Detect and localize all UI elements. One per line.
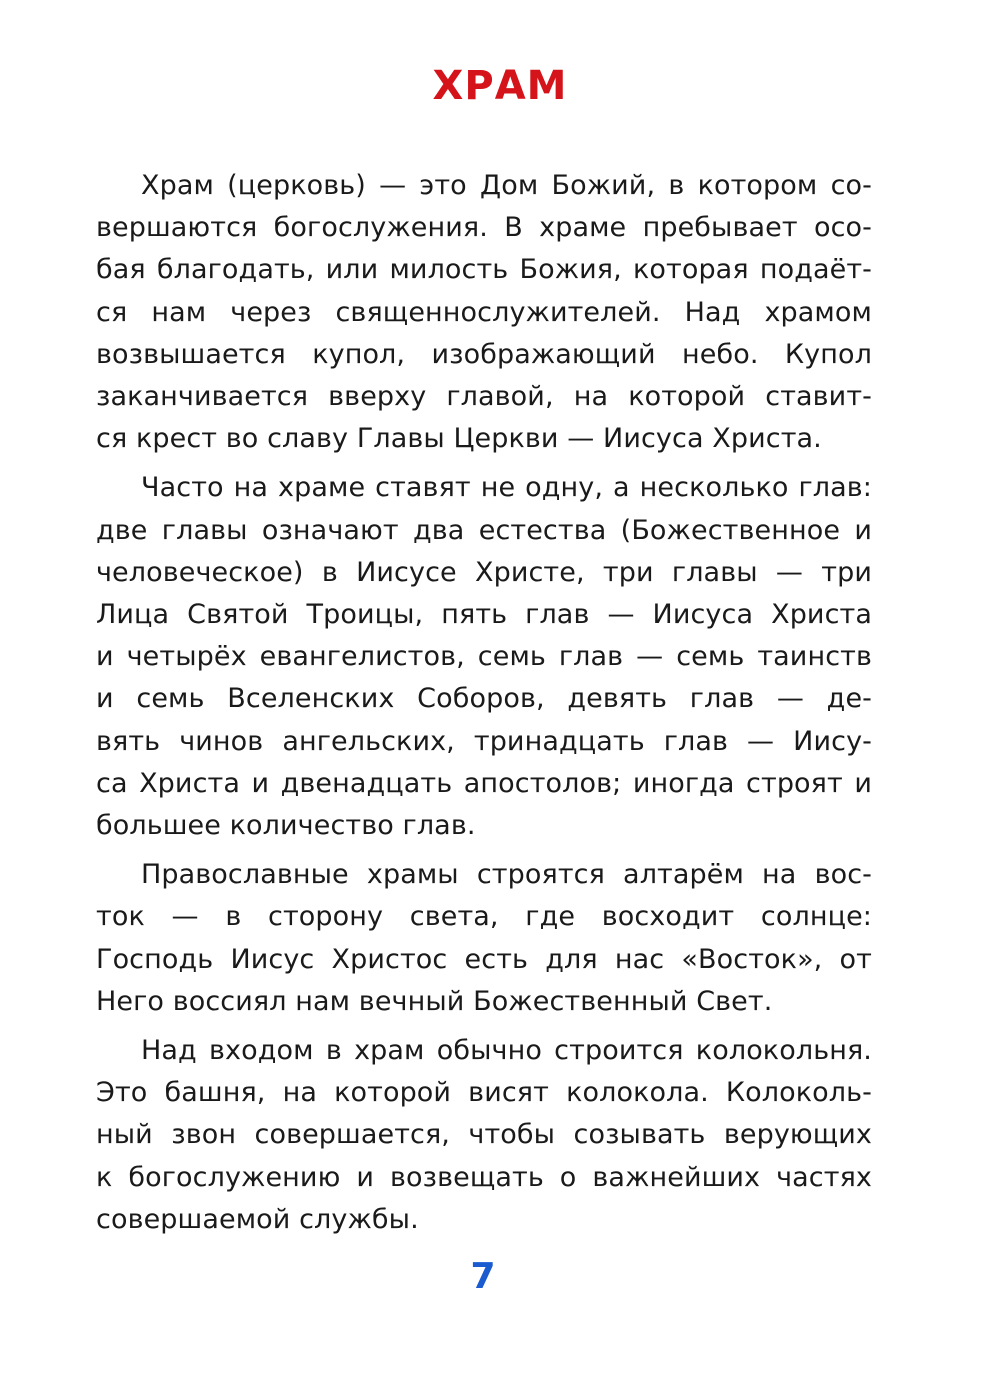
text-line: Это башня, на которой висят колокола. Колоколь- xyxy=(96,1077,872,1109)
text-line: Над входом в храм обычно строится колокольня. xyxy=(141,1035,872,1067)
text-line: и четырёх евангелистов, семь глав — семь таинств xyxy=(96,641,872,673)
text-line: вять чинов ангельских, тринадцать глав — Иису- xyxy=(96,725,872,757)
text-line: Господь Иисус Христос есть для нас «Восток», от xyxy=(96,943,872,975)
paragraph-1 xyxy=(96,165,872,460)
paragraph-3 xyxy=(96,854,872,1023)
text-line: совершаемой службы. xyxy=(96,1203,419,1235)
text-line: человеческое) в Иисусе Христе, три главы — три xyxy=(96,556,872,588)
page-number: 7 xyxy=(470,1256,496,1297)
text-line: две главы означают два естества (Божественное и xyxy=(96,514,872,546)
text-line: Часто на храме ставят не одну, а несколько глав: xyxy=(141,472,872,504)
text-line: ся крест во славу Главы Церкви — Иисуса Христа. xyxy=(96,423,822,455)
text-line: ся нам через священнослужителей. Над храмом xyxy=(96,296,872,328)
text-line: Православные храмы строятся алтарём на вос- xyxy=(141,859,872,891)
text-line: бая благодать, или милость Божия, которая подаёт- xyxy=(96,254,872,286)
text-line: са Христа и двенадцать апостолов; иногда строят и xyxy=(96,767,872,799)
text-line: и семь Вселенских Соборов, девять глав — де- xyxy=(96,683,872,715)
paragraph-2 xyxy=(96,467,872,847)
text-line: Лица Святой Троицы, пять глав — Иисуса Христа xyxy=(96,599,872,631)
text-line: большее количество глав. xyxy=(96,810,476,842)
text-line: возвышается купол, изображающий небо. Купол xyxy=(96,338,872,370)
text-line: Него воссиял нам вечный Божественный Свет. xyxy=(96,985,773,1017)
text-line: Храм (церковь) — это Дом Божий, в котором со- xyxy=(141,170,872,201)
text-line: заканчивается вверху главой, на которой ставит- xyxy=(96,381,872,413)
body-text xyxy=(96,165,872,1248)
page-title: ХРАМ xyxy=(432,63,568,109)
text-line: ток — в сторону света, где восходит солнце: xyxy=(96,901,872,933)
text-line: вершаются богослужения. В храме пребывает осо- xyxy=(96,212,872,244)
text-line: ный звон совершается, чтобы созывать верующих xyxy=(96,1119,872,1151)
text-line: к богослужению и возвещать о важнейших частях xyxy=(96,1161,872,1193)
paragraph-4 xyxy=(96,1030,872,1241)
